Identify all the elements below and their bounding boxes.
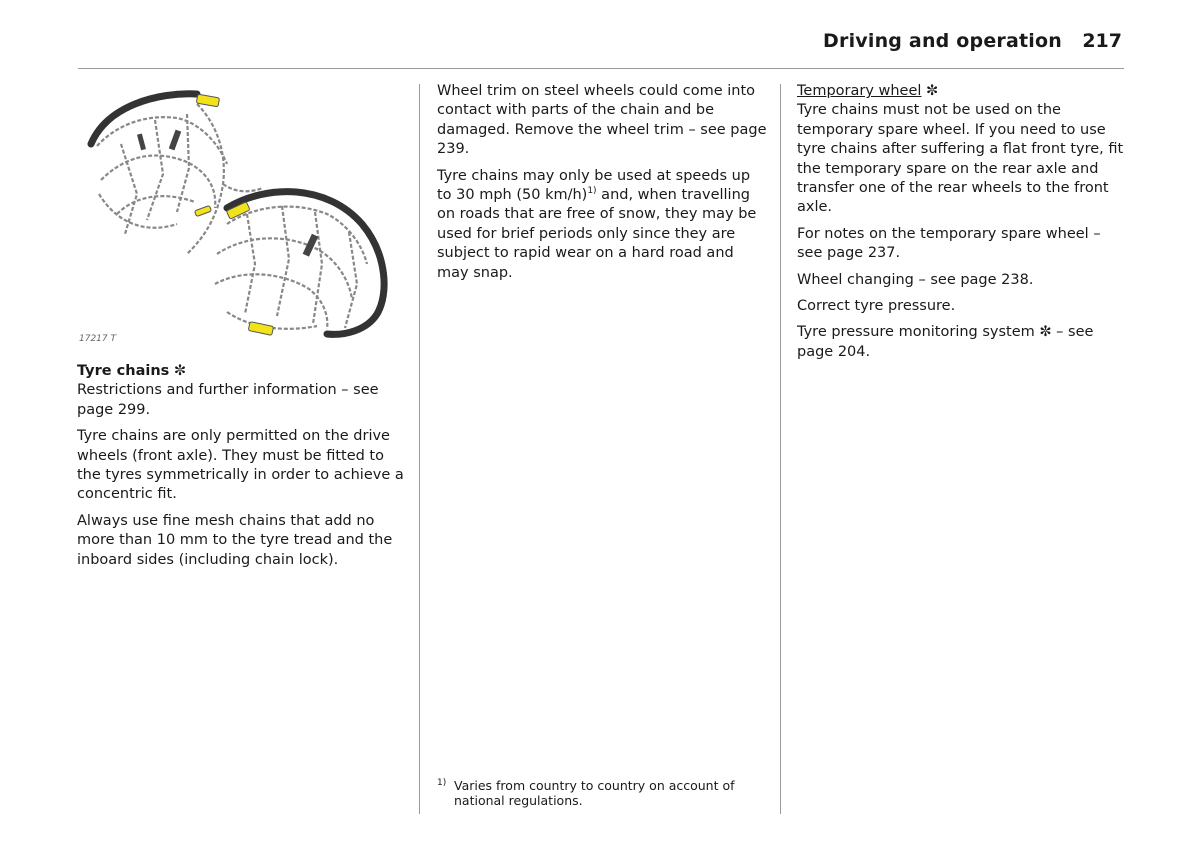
footnote-text: Varies from country to country on account of national regulations. (454, 778, 735, 808)
paragraph (797, 323, 1127, 362)
optional-equipment-icon: ✼ (926, 83, 939, 99)
section-title: Driving and operation (823, 30, 1062, 52)
tyre-chains-illustration (77, 84, 407, 346)
footnote-mark: 1) (437, 778, 447, 788)
column-left (77, 362, 407, 577)
paragraph-text: – see page 204. (797, 324, 1094, 360)
header-divider (78, 68, 1124, 69)
column-divider-right (780, 84, 781, 814)
paragraph-text: Tyre pressure monitoring system (797, 324, 1040, 341)
column-divider-left (419, 84, 420, 814)
paragraph: For notes on the temporary spare wheel – see page 237. (797, 225, 1101, 262)
paragraph-text: and, when travelling on roads that are free of snow, they may be used for brief periods only since they are subject to rapid wear on a hard road and may snap. (437, 187, 757, 281)
paragraph: Always use fine mesh chains that add no more than 10 mm to the tyre tread and the inboard sides (including chain lock). (77, 512, 393, 568)
temporary-wheel-heading (797, 82, 1127, 101)
paragraph: Wheel changing – see page 238. (797, 271, 1034, 288)
paragraph: Wheel trim on steel wheels could come into contact with parts of the chain and be damaged. Remove the wheel trim – see page 239. (437, 83, 767, 158)
column-middle (437, 82, 767, 290)
paragraph-text: Tyre chains may only be used at speeds up to 30 mph (50 km/h) (437, 167, 751, 204)
footnote (437, 778, 767, 808)
paragraph: Restrictions and further information – see page 299. (77, 382, 379, 418)
heading-text: Tyre chains (77, 363, 170, 379)
figure-code: 17217 T (79, 334, 116, 344)
paragraph: Tyre chains must not be used on the temporary spare wheel. If you need to use tyre chains after suffering a flat front tyre, fit the temporary spare on the rear axle and transfer one of the rear wheels to the front axle. (797, 102, 1124, 216)
footnote-reference: 1) (587, 186, 597, 197)
optional-equipment-icon: ✼ (173, 363, 187, 379)
column-right (797, 82, 1127, 369)
optional-equipment-icon: ✼ (1039, 324, 1052, 341)
tyre-chains-drawing (77, 84, 407, 346)
paragraph: Tyre chains are only permitted on the drive wheels (front axle). They must be fitted to the tyres symmetrically in order to achieve a concentric fit. (77, 428, 404, 503)
page-number: 217 (1082, 30, 1122, 52)
paragraph: Correct tyre pressure. (797, 298, 956, 315)
paragraph (437, 167, 767, 283)
tyre-chains-heading (77, 362, 407, 381)
heading-text: Temporary wheel (797, 83, 922, 99)
